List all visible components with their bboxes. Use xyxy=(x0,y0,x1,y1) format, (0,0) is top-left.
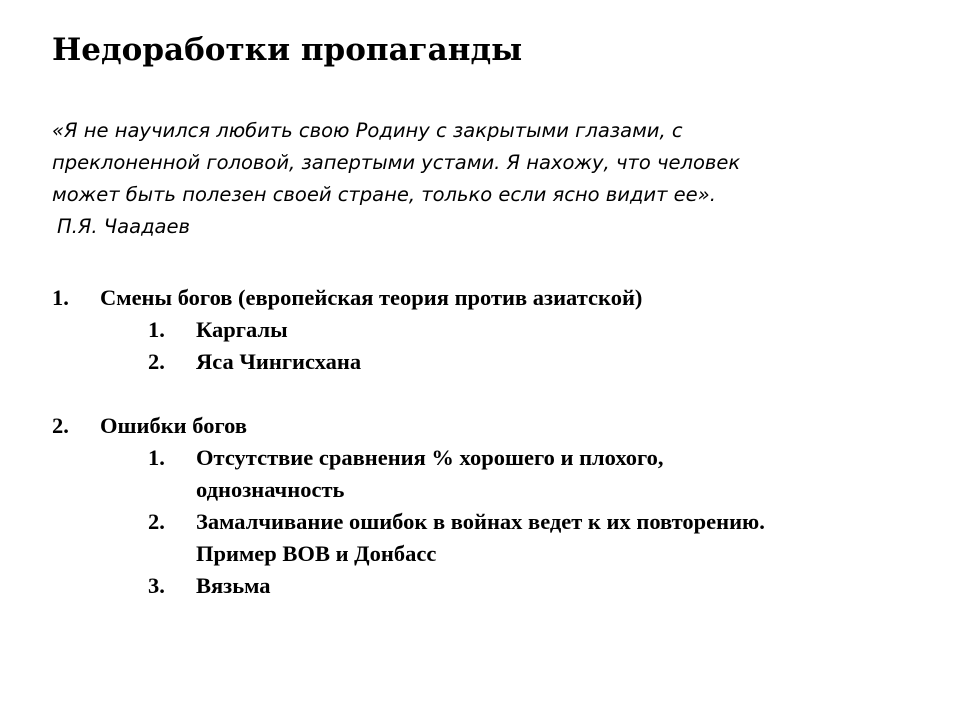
outline-item-number: 1. xyxy=(52,285,69,310)
quote-author: П.Я. Чаадаев xyxy=(57,215,190,238)
slide-title: Недоработки пропаганды xyxy=(52,32,523,68)
quote-block xyxy=(52,115,912,243)
outline-subitem-number: 3. xyxy=(148,573,165,598)
outline-subitem-text: Каргалы xyxy=(196,317,288,342)
outline-subitem-text-continued: Пример ВОВ и Донбасс xyxy=(196,541,437,566)
outline-subitem-text: Вязьма xyxy=(196,573,271,598)
outline-item xyxy=(52,282,932,314)
outline-subitem xyxy=(148,346,932,378)
outline-subitem xyxy=(148,442,932,506)
outline-subitem xyxy=(148,506,932,570)
outline-item-text: Ошибки богов xyxy=(100,413,247,438)
outline-subitem-text-continued: однозначность xyxy=(196,477,345,502)
outline-subitem xyxy=(148,570,932,602)
outline-item-number: 2. xyxy=(52,413,69,438)
outline-subitem-number: 2. xyxy=(148,509,165,534)
outline-subitem-number: 1. xyxy=(148,317,165,342)
numbered-outline xyxy=(52,282,932,602)
outline-item-text: Смены богов (европейская теория против азиатской) xyxy=(100,285,643,310)
outline-item xyxy=(52,410,932,442)
quote-line: преклоненной головой, запертыми устами. Я нахожу, что человек xyxy=(52,151,741,174)
outline-subitem-text: Замалчивание ошибок в войнах ведет к их повторению. xyxy=(196,509,765,534)
quote-line: «Я не научился любить свою Родину с закрытыми глазами, с xyxy=(52,119,683,142)
outline-subitem-number: 1. xyxy=(148,445,165,470)
outline-subitem-text: Яса Чингисхана xyxy=(196,349,362,374)
outline-subitem-text: Отсутствие сравнения % хорошего и плохого, xyxy=(196,445,664,470)
outline-subitem-number: 2. xyxy=(148,349,165,374)
outline-subitem xyxy=(148,314,932,346)
quote-line: может быть полезен своей стране, только если ясно видит ее». xyxy=(52,183,716,206)
